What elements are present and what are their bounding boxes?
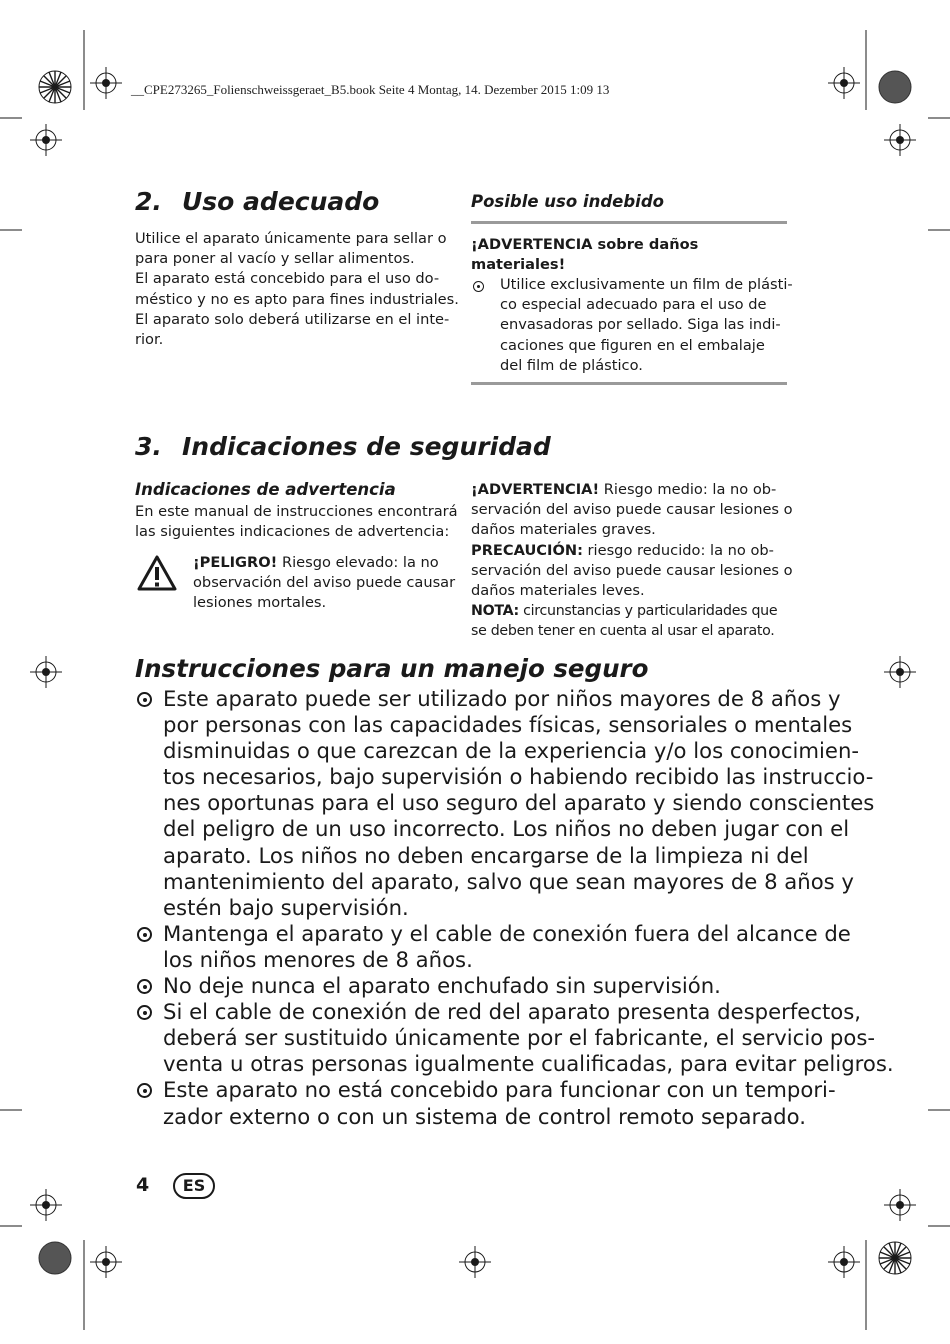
body-line: méstico y no es apto para fines industriales. (135, 290, 459, 308)
warning-line: ¡ADVERTENCIA sobre daños (471, 236, 699, 253)
danger-line: Riesgo elevado: la no (277, 554, 439, 571)
intro-line: En este manual de instrucciones encontrará (135, 503, 458, 520)
bullet-line: co especial adecuado para el uso de (500, 296, 767, 314)
safe-handling-heading: Instrucciones para un manejo seguro (135, 654, 649, 683)
caution-label: PRECAUCIÓN: (471, 541, 583, 559)
bullet-icon (137, 1083, 152, 1098)
list-item (163, 999, 894, 1077)
misuse-heading: Posible uso indebido (471, 192, 664, 211)
misuse-bullet-text (500, 275, 793, 376)
divider-bottom (471, 382, 787, 385)
item-line: zador externo o con un sistema de control remoto separado. (163, 1103, 806, 1129)
section-number: 3. (135, 432, 162, 461)
item-line: aparato. Los niños no deben encargarse de la limpieza ni del (163, 842, 809, 868)
danger-line: observación del aviso puede causar (193, 574, 456, 592)
section-title: Indicaciones de seguridad (182, 432, 551, 461)
section-2-heading (135, 187, 379, 216)
material-warning-heading (471, 235, 698, 275)
body-line: Utilice el aparato únicamente para sellar o (135, 230, 447, 247)
bullet-icon (137, 692, 152, 707)
list-item (163, 686, 894, 921)
warnings-intro (135, 502, 458, 542)
intro-line: las siguientes indicaciones de advertencia: (135, 523, 450, 541)
danger-label: ¡PELIGRO! (193, 554, 278, 571)
list-item (163, 1077, 894, 1129)
item-line: Este aparato no está concebido para funcionar con un tempori- (163, 1077, 836, 1103)
danger-line: lesiones mortales. (193, 594, 327, 612)
section-3-heading (135, 432, 551, 461)
warning-line: servación del aviso puede causar lesiones o (471, 501, 793, 519)
body-line: El aparato solo deberá utilizarse en el inte- (135, 310, 450, 328)
section-number: 2. (135, 187, 162, 216)
bullet-line: Utilice exclusivamente un film de plásti- (500, 276, 793, 293)
body-line: El aparato está concebido para el uso do- (135, 270, 440, 288)
bullet-icon (137, 979, 152, 994)
item-line: tos necesarios, bajo supervisión o habiendo recibido las instruccio- (163, 764, 874, 790)
note-line: se deben tener en cuenta al usar el aparato. (471, 623, 775, 640)
divider-top (471, 221, 787, 224)
list-item (163, 973, 894, 999)
warning-line: daños materiales graves. (471, 521, 656, 539)
note-label: NOTA: (471, 603, 519, 620)
caution-line: daños materiales leves. (471, 582, 645, 600)
item-line: estén bajo supervisión. (163, 894, 409, 920)
signal-words (471, 480, 793, 642)
item-line: No deje nunca el aparato enchufado sin supervisión. (163, 973, 721, 999)
section-title: Uso adecuado (182, 187, 380, 216)
list-item (163, 921, 894, 973)
bullet-line: del film de plástico. (500, 356, 643, 374)
print-header: __CPE273265_Folienschweissgeraet_B5.book Seite 4 Montag, 14. Dezember 2015 1:09 13 (131, 82, 610, 97)
warning-line: materiales! (471, 256, 566, 274)
caution-line: riesgo reducido: la no ob- (582, 541, 774, 559)
bullet-icon (473, 281, 484, 292)
bullet-icon (137, 927, 152, 942)
safe-handling-list (163, 686, 894, 1130)
danger-text (193, 553, 455, 614)
bullet-icon (137, 1005, 152, 1020)
section-2-body (135, 229, 459, 350)
warning-triangle-icon (136, 554, 178, 592)
item-line: por personas con las capacidades físicas, sensoriales o mentales (163, 712, 853, 738)
item-line: los niños menores de 8 años. (163, 946, 473, 972)
warning-line: Riesgo medio: la no ob- (599, 481, 777, 498)
item-line: Mantenga el aparato y el cable de conexión fuera del alcance de (163, 920, 851, 946)
item-line: Si el cable de conexión de red del aparato presenta desperfectos, (163, 999, 862, 1025)
body-line: para poner al vacío y sellar alimentos. (135, 250, 415, 268)
item-line: del peligro de un uso incorrecto. Los niños no deben jugar con el (163, 816, 850, 842)
caution-line: servación del aviso puede causar lesiones o (471, 561, 793, 579)
page-number: 4 (136, 1174, 150, 1196)
item-line: mantenimiento del aparato, salvo que sean mayores de 8 años y (163, 868, 854, 894)
language-badge: ES (173, 1173, 215, 1199)
item-line: nes oportunas para el uso seguro del aparato y siendo conscientes (163, 790, 875, 816)
item-line: venta u otras personas igualmente cualificadas, para evitar peligros. (163, 1051, 894, 1077)
warnings-subheading: Indicaciones de advertencia (135, 480, 396, 499)
item-line: Este aparato puede ser utilizado por niños mayores de 8 años y (163, 686, 841, 711)
bullet-line: envasadoras por sellado. Siga las indi- (500, 316, 781, 334)
body-line: rior. (135, 331, 164, 349)
bullet-line: caciones que figuren en el embalaje (500, 336, 765, 354)
item-line: disminuidas o que carezcan de la experiencia y/o los conocimien- (163, 738, 860, 764)
note-line: circunstancias y particularidades que (518, 603, 778, 620)
warning-label: ¡ADVERTENCIA! (471, 481, 600, 498)
item-line: deberá ser sustituido únicamente por el fabricante, el servicio pos- (163, 1025, 876, 1051)
